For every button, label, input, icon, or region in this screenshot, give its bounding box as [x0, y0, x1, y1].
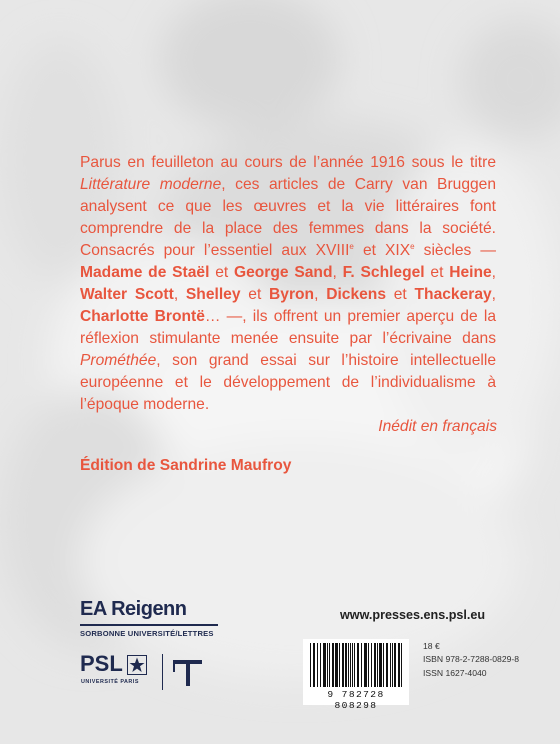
ea-reigenn-subtitle: SORBONNE UNIVERSITÉ/LETTRES — [80, 629, 214, 638]
t-press-logo-icon — [170, 654, 206, 690]
price: 18 € — [423, 641, 440, 651]
century-superscript: e — [349, 242, 354, 251]
barcode-bar — [379, 643, 382, 687]
blurb-text: , ces articles de Carry van Bruggen analysent ce que les œuvres et la vie littéraires font comprendre de la place des femmes dans la société. Consacrés pour l’essentiel aux XVIII — [80, 176, 497, 259]
barcode-bar — [352, 643, 353, 687]
author-name: George Sand — [233, 264, 333, 281]
barcode-bar — [313, 643, 315, 687]
barcode-bar — [327, 643, 328, 687]
blurb-text: , — [332, 264, 343, 281]
barcode-bar — [354, 643, 355, 687]
author-name: Byron — [269, 286, 315, 303]
barcode-bar — [335, 643, 338, 687]
author-name: F. Schlegel — [342, 264, 425, 281]
blurb-text: Parus en feuilleton au cours de l’année 1916 sous le titre — [80, 154, 496, 171]
author-name: Dickens — [326, 286, 386, 303]
barcode-bar — [329, 643, 330, 687]
barcode-bar — [398, 643, 400, 687]
logo-divider — [162, 654, 163, 690]
blurb-text: , — [491, 286, 497, 303]
barcode-bar — [317, 643, 318, 687]
barcode-bar — [323, 643, 326, 687]
issn: ISSN 1627-4040 — [423, 667, 487, 678]
ea-reigenn-logo — [80, 598, 230, 638]
barcode-bar — [320, 643, 321, 687]
blurb-text: , — [491, 264, 497, 281]
barcode-bar — [394, 643, 396, 687]
barcode-bar — [386, 643, 388, 687]
psl-name: PSL — [80, 651, 123, 676]
back-cover-blurb — [80, 152, 496, 416]
blurb-text: siècles — — [414, 242, 496, 259]
publisher-url: www.presses.ens.psl.eu — [340, 608, 486, 622]
unpublished-note: Inédit en français — [378, 418, 497, 435]
barcode-bars — [303, 639, 409, 689]
barcode-digits: 9 782728 808298 — [327, 689, 385, 711]
barcode-bar — [374, 643, 376, 687]
author-name: Heine — [449, 264, 492, 281]
barcode-bar — [390, 643, 391, 687]
barcode-bar — [332, 643, 334, 687]
barcode-bar — [339, 643, 340, 687]
barcode-bar — [377, 643, 378, 687]
barcode-bar — [364, 643, 367, 687]
blurb-text: et — [240, 286, 270, 303]
blurb-text: et — [209, 264, 234, 281]
barcode-bar — [383, 643, 384, 687]
author-name: Thackeray — [414, 286, 492, 303]
barcode-bar — [371, 643, 372, 687]
author-name: Walter Scott — [80, 286, 174, 303]
barcode-bar — [348, 643, 349, 687]
barcode-bar — [368, 643, 369, 687]
blurb-text: et — [424, 264, 450, 281]
blurb-text: et XIX — [353, 242, 411, 259]
barcode-bar — [361, 643, 362, 687]
blurb-text: , — [314, 286, 327, 303]
barcode-bar — [357, 643, 359, 687]
author-name: Shelley — [185, 286, 241, 303]
blurb-title-italic: Littérature moderne — [80, 176, 222, 193]
century-superscript: e — [410, 242, 415, 251]
barcode-bar — [401, 643, 402, 687]
psl-subtitle: UNIVERSITÉ PARIS — [81, 679, 139, 685]
psl-logo — [80, 653, 155, 691]
author-name: Madame de Staël — [80, 264, 210, 281]
barcode-bar — [345, 643, 347, 687]
isbn-barcode — [303, 639, 409, 711]
blurb-text: , — [173, 286, 186, 303]
barcode-bar — [310, 643, 311, 687]
logo-rule — [80, 624, 218, 626]
essay-title-italic: Prométhée — [80, 352, 157, 369]
isbn: ISBN 978-2-7288-0829-8 — [423, 654, 520, 665]
blurb-text: et — [386, 286, 415, 303]
barcode-bar — [342, 643, 344, 687]
star-icon — [127, 655, 147, 675]
author-name: Charlotte Brontë — [80, 308, 205, 325]
edition-credit: Édition de Sandrine Maufroy — [80, 457, 292, 474]
book-metadata — [423, 640, 519, 680]
blurb-text: … —, ils offrent un premier aperçu de la réflexion stimulante menée ensuite par l’écrivaine dans — [80, 308, 496, 347]
ea-reigenn-name: EA Reigenn — [80, 598, 187, 620]
barcode-bar — [392, 643, 393, 687]
barcode-bar — [350, 643, 351, 687]
blurb-text: , son grand essai sur l’histoire intellectuelle européenne et le développement de l’individualisme à l’époque moderne. — [80, 352, 496, 413]
